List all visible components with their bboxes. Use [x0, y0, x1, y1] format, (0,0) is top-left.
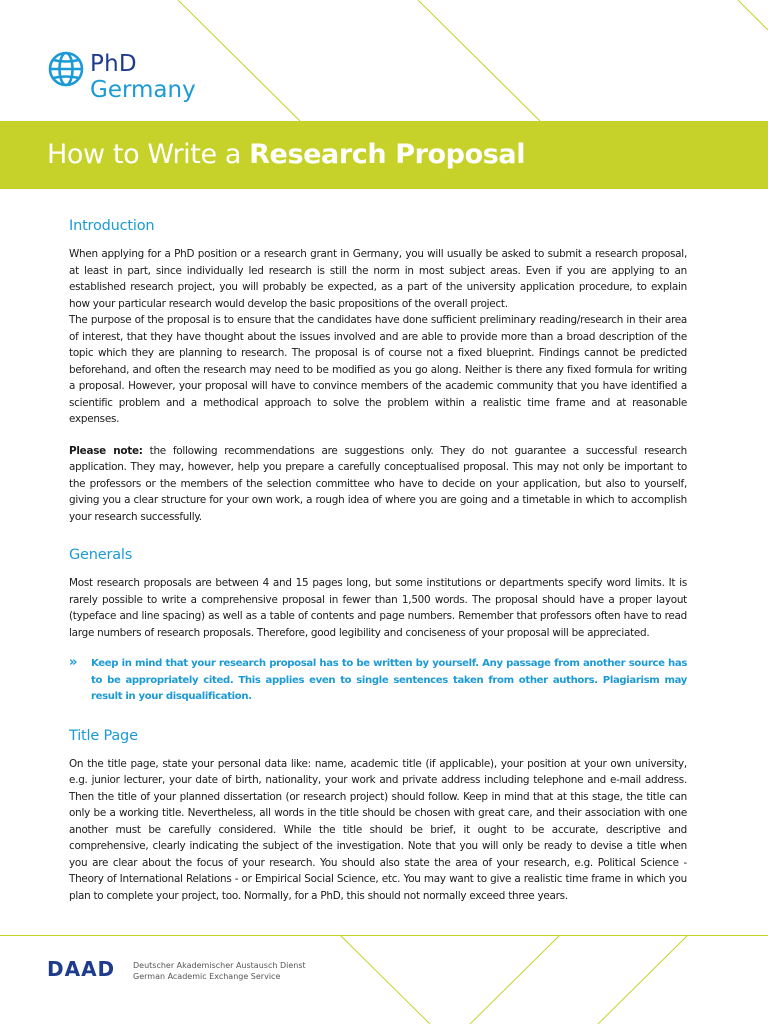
introduction-paragraph-1: When applying for a PhD position or a research grant in Germany, you will usually be asked to submit a research proposal, at least in part, since individually led research is still the norm in most subject areas. Even if you are applying to an established research project, you will probably be expected, as a part of the university application procedure, to explain how your particular research would develop the basic propositions of the overall project.	[69, 248, 687, 310]
logo-text-germany: Germany	[90, 77, 196, 103]
page-title-bold: Research Proposal	[249, 139, 526, 170]
please-note-text: the following recommendations are suggestions only. They do not guarantee a successful research application. They may, however, help you prepare a carefully conceptualised proposal. This may not only be important to the professors or the members of the selection committee who have to decide on your application, but also to yourself, giving you a clear structure for your own work, a rough idea of where you are going and a timetable in which to accomplish your research successfully.	[69, 444, 688, 523]
generals-paragraph-1: Most research proposals are between 4 and 15 pages long, but some institutions or departments specify word limits. It is rarely possible to write a comprehensive proposal in fewer than 1,500 words. The proposal should have a proper layout (typeface and line spacing) as well as a table of contents and page numbers. Remember that professors often have to read large numbers of research proposals. Therefore, good legibility and conciseness of your proposal will be appreciated.	[69, 577, 687, 639]
daad-organization-name	[133, 961, 306, 982]
page-title	[47, 139, 525, 170]
heading-title-page: Title Page	[69, 727, 138, 744]
globe-icon	[47, 50, 85, 88]
introduction-paragraph-2: The purpose of the proposal is to ensure that the candidates have done sufficient preliminary reading/research in their area of interest, that they have thought about the issues involved and are able to provide more than a broad description of the topic which they are planning to research. The proposal is of course not a fixed blueprint. Findings cannot be predicted beforehand, and often the research may need to be modified as you go along. Neither is there any fixed formula for writing a proposal. However, your proposal will have to convince members of the academic community that you have identified a scientific problem and a methodical approach to solve the problem within a realistic time frame and at reasonable expenses.	[69, 314, 687, 425]
double-chevron-icon: »	[69, 655, 78, 670]
title-banner	[0, 121, 768, 189]
phd-germany-logo	[47, 50, 227, 110]
document-body	[69, 218, 687, 904]
logo-text-phd: PhD	[90, 51, 137, 77]
footer-divider	[0, 935, 768, 936]
daad-name-german: Deutscher Akademischer Austausch Dienst	[133, 961, 306, 970]
callout-text: Keep in mind that your research proposal has to be written by yourself. Any passage from another source has to be appropriately cited. This applies even to single sentences taken from other authors. Plagiarism may result in your disqualification.	[91, 658, 687, 702]
page-title-plain: How to Write a	[47, 139, 250, 170]
please-note-paragraph	[69, 443, 687, 526]
plagiarism-callout	[69, 656, 687, 706]
heading-generals: Generals	[69, 547, 133, 563]
please-note-label: Please note:	[69, 444, 143, 457]
heading-introduction: Introduction	[69, 218, 155, 234]
title-page-paragraph-1: On the title page, state your personal data like: name, academic title (if applicable), your position at your own university, e.g. junior lecturer, your date of birth, nationality, your work and private address including telephone and e-mail address. Then the title of your planned dissertation (or research project) should follow. Keep in mind that at this stage, the title can only be a working title. Nevertheless, all words in the title should be chosen with great care, and their association with one another must be carefully considered. While the title should be brief, it ought to be accurate, descriptive and comprehensive, clearly indicating the subject of the investigation. Note that you will only be ready to devise a title when you are clear about the focus of your research. You should also state the area of your research, e.g. Political Science - Theory of International Relations - or Empirical Social Science, etc. You may want to give a realistic time frame in which you plan to complete your project, too. Normally, for a PhD, this should not normally exceed three years.	[69, 757, 687, 902]
daad-logo: DAAD	[47, 957, 116, 981]
daad-name-english: German Academic Exchange Service	[133, 971, 281, 981]
